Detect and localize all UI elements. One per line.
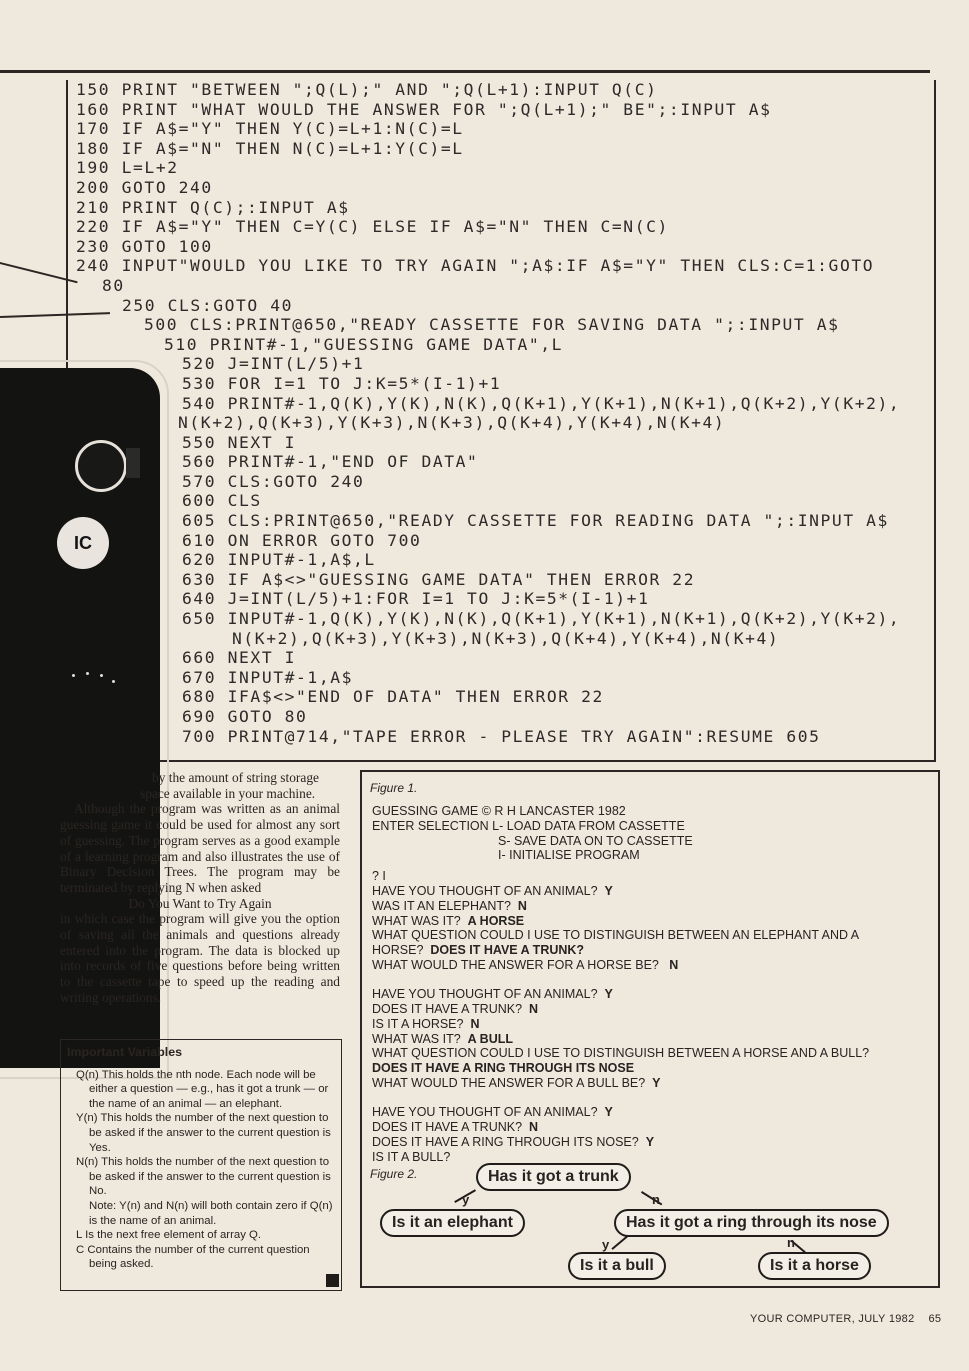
run-line: HAVE YOU THOUGHT OF AN ANIMAL? Y [372,1105,613,1120]
code-line: 600 CLS [182,491,262,511]
variable-item: Q(n) This holds the nth node. Each node will be either a question — e.g., has it got a trunk — or the name of an animal — an elephant. [76,1068,329,1110]
article-paragraph: in which case the program will give you the option of saving all the animals and questions already entered into the program. The data is blocked up into records of five questions before being written to the cassette tape to speed up the reading and writing operations. [60,911,340,1005]
code-line: 210 PRINT Q(C);:INPUT A$ [76,197,350,217]
tree-node-horse: Is it a horse [758,1252,871,1280]
tree-node-elephant: Is it an elephant [380,1209,525,1237]
figure1-label: Figure 1. [370,781,418,795]
run-line: IS IT A BULL? [372,1149,451,1164]
run-line: ? I [372,869,386,884]
code-line: 220 IF A$="Y" THEN C=Y(C) ELSE IF A$="N" THEN C=N(C) [76,217,669,237]
code-line: 540 PRINT#-1,Q(K),Y(K),N(K),Q(K+1),Y(K+1),N(K+1),Q(K+2),Y(K+2), [182,393,901,413]
run-line: I- INITIALISE PROGRAM [498,848,640,863]
code-line: 660 NEXT I [182,648,297,668]
variable-item: Y(n) This holds the number of the next question to be asked if the answer to the current question is Yes. [76,1112,331,1154]
article-paragraph: Although the program was written as an animal guessing game it could be used for almost any sort of guessing. The program serves as a good example of a learning program and also illustrates the use of Binary Decision Trees. The program may be terminated by replying N when asked [60,801,340,895]
code-line: 570 CLS:GOTO 240 [182,471,365,491]
run-line: HAVE YOU THOUGHT OF AN ANIMAL? Y [372,987,613,1002]
code-line: 630 IF A$<>"GUESSING GAME DATA" THEN ERROR 22 [182,569,696,589]
article-lead: by the amount of string storage [152,770,319,785]
magazine-issue: YOUR COMPUTER, JULY 1982 [750,1313,915,1325]
code-line: 190 L=L+2 [76,158,179,178]
run-line: WHAT WAS IT? A HORSE [372,913,525,928]
run-line: DOES IT HAVE A RING THROUGH ITS NOSE [372,1061,635,1076]
figure-box [360,770,940,1288]
top-rule [0,70,930,73]
run-line: S- SAVE DATA ON TO CASSETTE [498,833,693,848]
variable-item: C Contains the number of the current question being asked. [76,1243,310,1271]
code-line: 610 ON ERROR GOTO 700 [182,530,422,550]
run-line: HAVE YOU THOUGHT OF AN ANIMAL? Y [372,883,613,898]
code-line: N(K+2),Q(K+3),Y(K+3),N(K+3),Q(K+4),Y(K+4),N(K+4) [232,628,780,648]
code-line: 605 CLS:PRINT@650,"READY CASSETTE FOR READING DATA ";:INPUT A$ [182,511,889,531]
article-lead-2: space available in your machine. [140,785,316,801]
article-quote: Do You Want to Try Again [128,895,272,911]
code-line: 240 INPUT"WOULD YOU LIKE TO TRY AGAIN ";A$:IF A$="Y" THEN CLS:C=1:GOTO [76,256,875,276]
tree-edge-label-yes: y [602,1237,610,1252]
slot [126,448,140,478]
code-line: 530 FOR I=1 TO J:K=5*(I-1)+1 [182,373,502,393]
code-line: 640 J=INT(L/5)+1:FOR I=1 TO J:K=5*(I-1)+1 [182,589,650,609]
run-line: GUESSING GAME © R H LANCASTER 1982 [372,804,626,818]
code-line: 650 INPUT#-1,Q(K),Y(K),N(K),Q(K+1),Y(K+1),N(K+1),Q(K+2),Y(K+2), [182,609,901,629]
tree-edge [612,1236,628,1250]
run-line: ENTER SELECTION L- LOAD DATA FROM CASSETTE [372,818,685,833]
code-line: 670 INPUT#-1,A$ [182,667,354,687]
end-mark [326,1274,339,1287]
tree-node-ring: Has it got a ring through its nose [614,1209,889,1237]
code-line: 550 NEXT I [182,432,297,452]
code-line: 170 IF A$="Y" THEN Y(C)=L+1:N(C)=L [76,119,464,139]
run-line: WAS IT AN ELEPHANT? N [372,898,527,913]
knob-icon [75,440,127,492]
variable-item: L Is the next free element of array Q. [76,1229,262,1242]
tree-edge-label-yes: y [462,1192,470,1207]
sample-run [372,804,932,1165]
code-line: 200 GOTO 240 [76,177,213,197]
code-line: 700 PRINT@714,"TAPE ERROR - PLEASE TRY AGAIN":RESUME 605 [182,726,821,746]
page-footer [750,1313,941,1325]
figure2-label: Figure 2. [370,1167,418,1181]
code-line: 680 IFA$<>"END OF DATA" THEN ERROR 22 [182,687,604,707]
run-line: HORSE? DOES IT HAVE A TRUNK? [372,943,585,958]
run-line: DOES IT HAVE A TRUNK? N [372,1002,539,1017]
code-line: 80 [102,275,125,295]
article-text [60,770,340,1006]
code-line: 500 CLS:PRINT@650,"READY CASSETTE FOR SAVING DATA ";:INPUT A$ [144,315,840,335]
variables-title: Important Variables [67,1045,182,1059]
tree-node-bull: Is it a bull [568,1252,666,1280]
tree-edge-label-no: n [787,1235,795,1250]
program-listing [68,80,900,746]
code-line: 690 GOTO 80 [182,707,308,726]
run-line: WHAT WAS IT? A BULL [372,1031,513,1046]
important-variables-box [60,1039,342,1291]
indicator-dots [72,672,132,692]
code-line: 150 PRINT "BETWEEN ";Q(L);" AND ";Q(L+1):INPUT Q(C) [76,80,658,99]
program-listing-box [66,80,936,762]
computer-photo [0,260,172,820]
code-line: 180 IF A$="N" THEN N(C)=L+1:Y(C)=L [76,138,464,158]
variable-note: Note: Y(n) and N(n) will both contain zero if Q(n) is the name of an animal. [89,1199,333,1227]
tree-edge-label-no: n [652,1192,660,1207]
ic-logo: IC [57,517,109,569]
page-number: 65 [928,1313,942,1325]
run-line: WHAT WOULD THE ANSWER FOR A HORSE BE? N [372,957,679,972]
variable-item: N(n) This holds the number of the next question to be asked if the answer to the current question is No. [76,1156,331,1198]
code-line: 620 INPUT#-1,A$,L [182,550,376,570]
code-line: 230 GOTO 100 [76,236,213,256]
tree-node-root: Has it got a trunk [476,1163,631,1191]
run-line: DOES IT HAVE A TRUNK? N [372,1120,539,1135]
code-line: 160 PRINT "WHAT WOULD THE ANSWER FOR ";Q(L+1);" BE";:INPUT A$ [76,99,772,119]
code-line: N(K+2),Q(K+3),Y(K+3),N(K+3),Q(K+4),Y(K+4),N(K+4) [178,413,726,433]
code-line: 250 CLS:GOTO 40 [122,295,294,315]
run-line: WHAT WOULD THE ANSWER FOR A BULL BE? Y [372,1076,661,1091]
code-line: 560 PRINT#-1,"END OF DATA" [182,452,479,472]
run-line: IS IT A HORSE? N [372,1016,480,1031]
code-line: 520 J=INT(L/5)+1 [182,354,365,374]
run-line: WHAT QUESTION COULD I USE TO DISTINGUISH BETWEEN A HORSE AND A BULL? [372,1046,870,1061]
run-line: WHAT QUESTION COULD I USE TO DISTINGUISH BETWEEN AN ELEPHANT AND A [372,928,860,943]
run-line: DOES IT HAVE A RING THROUGH ITS NOSE? Y [372,1134,655,1149]
code-line: 510 PRINT#-1,"GUESSING GAME DATA",L [164,334,564,354]
